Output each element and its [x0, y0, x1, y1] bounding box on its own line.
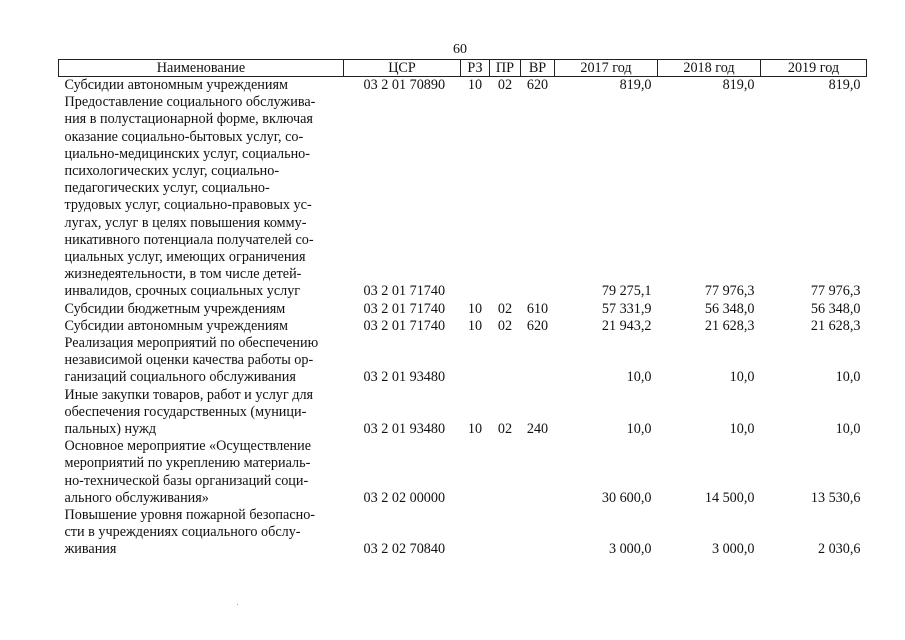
- row-name: Субсидии автономным учреждениям: [64, 317, 288, 334]
- row-vr: 620: [526, 77, 549, 93]
- row-rz: [461, 438, 490, 507]
- page-number: 60: [453, 42, 467, 57]
- row-rz: [461, 94, 490, 300]
- row-name: Повышение уровня пожарной безопасно- сти в учреждениях социального обслу- живания: [64, 507, 316, 558]
- row-csr: 03 2 01 71740: [363, 300, 446, 317]
- row-2018: 56 348,0: [704, 300, 755, 317]
- row-2019: 819,0: [828, 77, 861, 93]
- row-vr: [521, 94, 555, 300]
- row-csr: 03 2 01 71740: [363, 283, 446, 300]
- row-2017: 79 275,1: [601, 283, 652, 300]
- table-row: [59, 77, 867, 95]
- header-vr: ВР: [521, 60, 555, 77]
- row-2017: 819,0: [619, 77, 652, 93]
- row-pr: [490, 438, 521, 507]
- row-pr: 02: [497, 77, 513, 93]
- table-row: [59, 335, 867, 387]
- row-csr: 03 2 01 93480: [363, 421, 446, 438]
- row-name: Предоставление социального обслужива- ния в полустационарной форме, включая оказание социально-бытовых услуг, со- циально-медицинских услуг, социально- психологических услуг, социально- педагогических услуг, социально- трудовых услуг, социально-правовых ус- лугах, услуг в целях повышения комму- никативного потенциала получателей со- циальных услуг, имеющих ограничения жизнедеятельности, в том числе детей- инвалидов, срочных социальных услуг: [64, 94, 316, 300]
- row-name: Реализация мероприятий по обеспечению независимой оценки качества работы ор- ганизаций социального обслуживания: [64, 335, 319, 386]
- row-rz: 10: [467, 77, 483, 93]
- row-2019: 77 976,3: [810, 283, 861, 300]
- table-row: [59, 318, 867, 335]
- row-vr: [521, 507, 555, 559]
- table-row: [59, 301, 867, 318]
- table-row: [59, 94, 867, 300]
- row-vr: [521, 438, 555, 507]
- row-rz: 10: [467, 421, 483, 438]
- row-pr: [490, 94, 521, 300]
- row-name: Основное мероприятие «Осуществление мероприятий по укреплению материаль- но-технической базы организаций соци- ального обслуживания»: [64, 438, 312, 506]
- row-csr: 03 2 01 93480: [363, 369, 446, 386]
- row-pr: [490, 507, 521, 559]
- row-csr: 03 2 01 70890: [363, 77, 446, 93]
- table-header: [59, 60, 867, 77]
- header-2019: 2019 год: [761, 60, 867, 77]
- row-2019: 56 348,0: [810, 300, 861, 317]
- row-2017: 30 600,0: [601, 489, 652, 506]
- row-2018: 77 976,3: [704, 283, 755, 300]
- row-name: Субсидии бюджетным учреждениям: [64, 300, 286, 317]
- header-row: [59, 60, 867, 77]
- table-body: [59, 77, 867, 559]
- row-vr: 620: [526, 317, 549, 334]
- row-pr: 02: [497, 317, 513, 334]
- row-pr: 02: [497, 300, 513, 317]
- row-2018: 10,0: [729, 421, 755, 438]
- header-rz: РЗ: [461, 60, 490, 77]
- row-2017: 21 943,2: [601, 317, 652, 334]
- row-2018: 10,0: [729, 369, 755, 386]
- row-csr: 03 2 01 71740: [363, 317, 446, 334]
- row-csr: 03 2 02 00000: [363, 489, 446, 506]
- row-2019: 2 030,6: [817, 541, 861, 558]
- row-pr: 02: [497, 421, 513, 438]
- header-2018: 2018 год: [658, 60, 761, 77]
- row-csr: 03 2 02 70840: [363, 541, 446, 558]
- row-vr: 240: [526, 421, 549, 438]
- row-2019: 13 530,6: [810, 489, 861, 506]
- row-2018: 14 500,0: [704, 489, 755, 506]
- row-2017: 10,0: [626, 421, 652, 438]
- row-2017: 57 331,9: [601, 300, 652, 317]
- row-pr: [490, 335, 521, 387]
- row-name: Субсидии автономным учреждениям: [64, 77, 288, 93]
- row-2018: 21 628,3: [704, 317, 755, 334]
- row-2019: 10,0: [835, 421, 861, 438]
- row-rz: 10: [467, 300, 483, 317]
- row-rz: [461, 507, 490, 559]
- row-2019: 21 628,3: [810, 317, 861, 334]
- table-row: [59, 387, 867, 439]
- row-2018: 3 000,0: [711, 541, 755, 558]
- row-2017: 10,0: [626, 369, 652, 386]
- row-2017: 3 000,0: [608, 541, 652, 558]
- scan-speck: [237, 604, 238, 605]
- header-name: Наименование: [59, 60, 344, 77]
- row-rz: [461, 335, 490, 387]
- budget-table: [58, 59, 867, 559]
- table-row: [59, 438, 867, 507]
- header-pr: ПР: [490, 60, 521, 77]
- row-name: Иные закупки товаров, работ и услуг для обеспечения государственных (муници- пальных) нужд: [64, 386, 314, 438]
- header-2017: 2017 год: [555, 60, 658, 77]
- row-rz: 10: [467, 317, 483, 334]
- row-vr: [521, 335, 555, 387]
- header-csr: ЦСР: [344, 60, 461, 77]
- row-2019: 10,0: [835, 369, 861, 386]
- table-row: [59, 507, 867, 559]
- row-2018: 819,0: [722, 77, 755, 93]
- row-vr: 610: [526, 300, 549, 317]
